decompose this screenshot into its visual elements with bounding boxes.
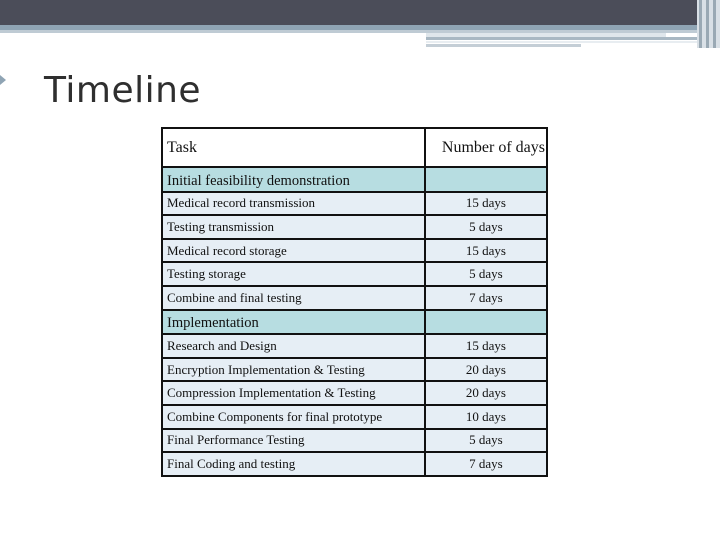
days-cell: 5 days — [425, 262, 547, 286]
header-right-decoration — [697, 0, 720, 48]
task-cell: Compression Implementation & Testing — [162, 381, 425, 405]
section-row — [162, 310, 547, 335]
table-row — [162, 334, 547, 358]
task-cell: Final Coding and testing — [162, 452, 425, 476]
slide-title: Timeline — [44, 70, 202, 111]
task-cell: Final Performance Testing — [162, 429, 425, 453]
table-row — [162, 215, 547, 239]
header-accent-line — [426, 44, 581, 47]
days-cell: 20 days — [425, 358, 547, 382]
task-cell: Testing storage — [162, 262, 425, 286]
table-row — [162, 262, 547, 286]
days-cell: 7 days — [425, 286, 547, 310]
section-days-cell — [425, 310, 547, 335]
timeline-table — [161, 127, 548, 477]
task-cell: Combine and final testing — [162, 286, 425, 310]
task-cell: Testing transmission — [162, 215, 425, 239]
days-cell: 15 days — [425, 239, 547, 263]
section-name: Implementation — [162, 310, 425, 335]
header-accent-line — [426, 37, 716, 40]
table-row — [162, 286, 547, 310]
header-days: Number of days — [425, 128, 547, 167]
days-cell: 7 days — [425, 452, 547, 476]
table-row — [162, 358, 547, 382]
section-name: Initial feasibility demonstration — [162, 167, 425, 192]
slide-header-bar — [0, 0, 720, 25]
task-cell: Research and Design — [162, 334, 425, 358]
days-cell: 5 days — [425, 429, 547, 453]
header-accent-line — [426, 41, 720, 43]
task-cell: Encryption Implementation & Testing — [162, 358, 425, 382]
task-cell: Medical record storage — [162, 239, 425, 263]
title-marker-icon — [0, 75, 6, 85]
table-row — [162, 405, 547, 429]
table-header-row — [162, 128, 547, 167]
days-cell: 15 days — [425, 192, 547, 216]
section-days-cell — [425, 167, 547, 192]
days-cell: 5 days — [425, 215, 547, 239]
table-row — [162, 239, 547, 263]
table-row — [162, 381, 547, 405]
days-cell: 20 days — [425, 381, 547, 405]
section-row — [162, 167, 547, 192]
table-row — [162, 452, 547, 476]
task-cell: Medical record transmission — [162, 192, 425, 216]
days-cell: 10 days — [425, 405, 547, 429]
table-row — [162, 429, 547, 453]
table-row — [162, 192, 547, 216]
days-cell: 15 days — [425, 334, 547, 358]
header-task: Task — [162, 128, 425, 167]
task-cell: Combine Components for final prototype — [162, 405, 425, 429]
